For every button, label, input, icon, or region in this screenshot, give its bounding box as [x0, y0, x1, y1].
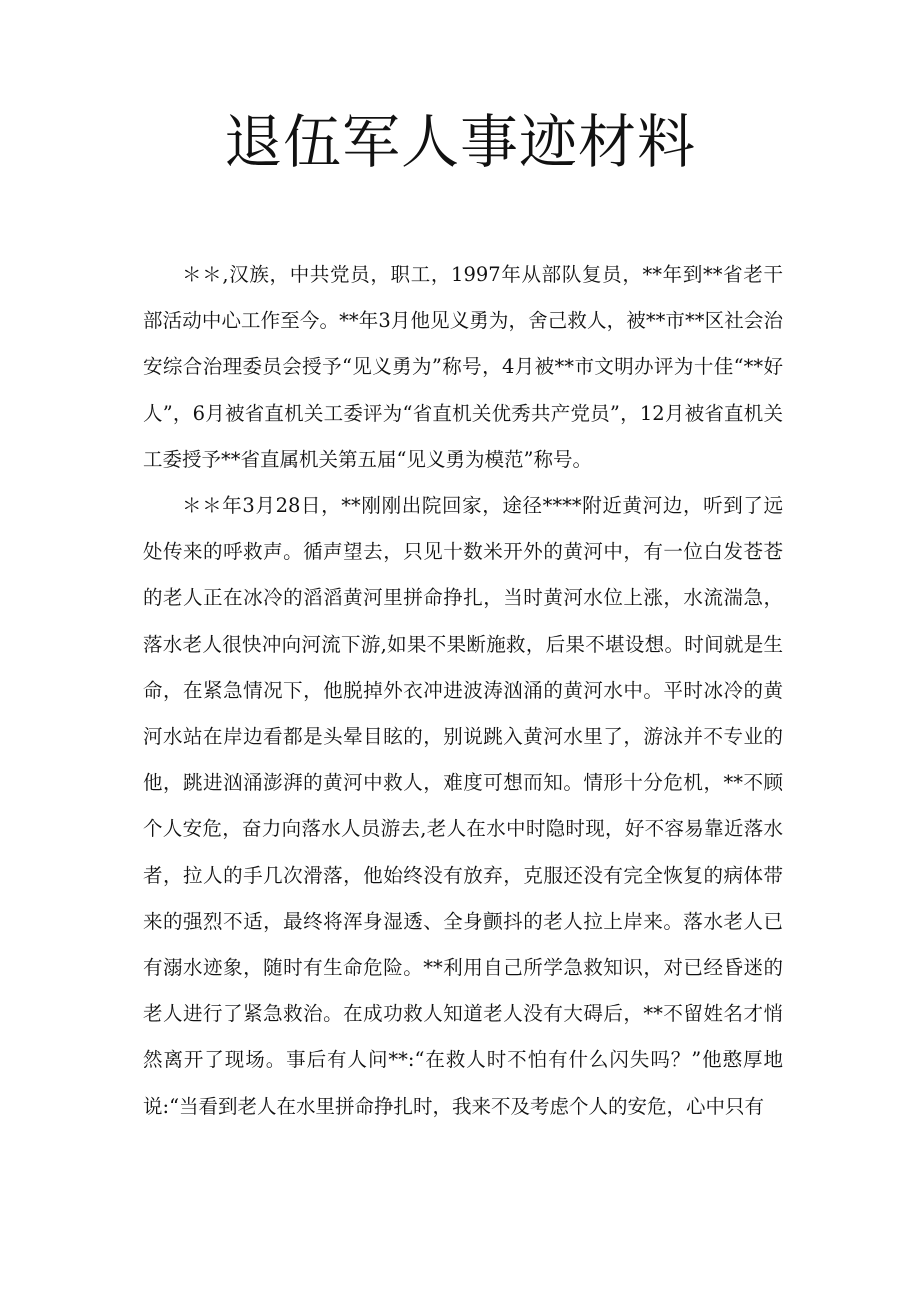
document-body: [143, 252, 783, 1130]
document-title: 退伍军人事迹材料: [223, 108, 696, 176]
paragraph-2: ＊＊年3月28日，**刚刚出院回家，途径****附近黄河边，听到了远处传来的呼救声。循声望去，只见十数米开外的黄河中，有一位白发苍苍的老人正在冰冷的滔滔黄河里拼命挣扎，当时黄河水位上涨，水流湍急，落水老人很快冲向河流下游,如果不果断施救，后果不堪设想。时间就是生命，在紧急情况下，他脱掉外衣冲进波涛汹涌的黄河水中。平时冰冷的黄河水站在岸边看都是头晕目眩的，别说跳入黄河水里了，游泳并不专业的他，跳进汹涌澎湃的黄河中救人，难度可想而知。情形十分危机，**不顾个人安危，奋力向落水人员游去,老人在水中时隐时现，好不容易靠近落水者，拉人的手几次滑落，他始终没有放弃，克服还没有完全恢复的病体带来的强烈不适，最终将浑身湿透、全身颤抖的老人拉上岸来。落水老人已有溺水迹象，随时有生命危险。**利用自己所学急救知识，对已经昏迷的老人进行了紧急救治。在成功救人知道老人没有大碍后，**不留姓名才悄然离开了现场。事后有人问**:“在救人时不怕有什么闪失吗？”他憨厚地说:“当看到老人在水里拼命挣扎时，我来不及考虑个人的安危，心中只有: [143, 494, 783, 1118]
paragraph-1: ＊＊,汉族，中共党员，职工，1997年从部队复员，**年到**省老干部活动中心工作至今。**年3月他见义勇为，舍己救人，被**市**区社会治安综合治理委员会授予“见义勇为”称号，4月被**市文明办评为十佳“**好人”，6月被省直机关工委评为“省直机关优秀共产党员”，12月被省直机关工委授予**省直属机关第五届“见义勇为模范”称号。: [143, 263, 783, 471]
